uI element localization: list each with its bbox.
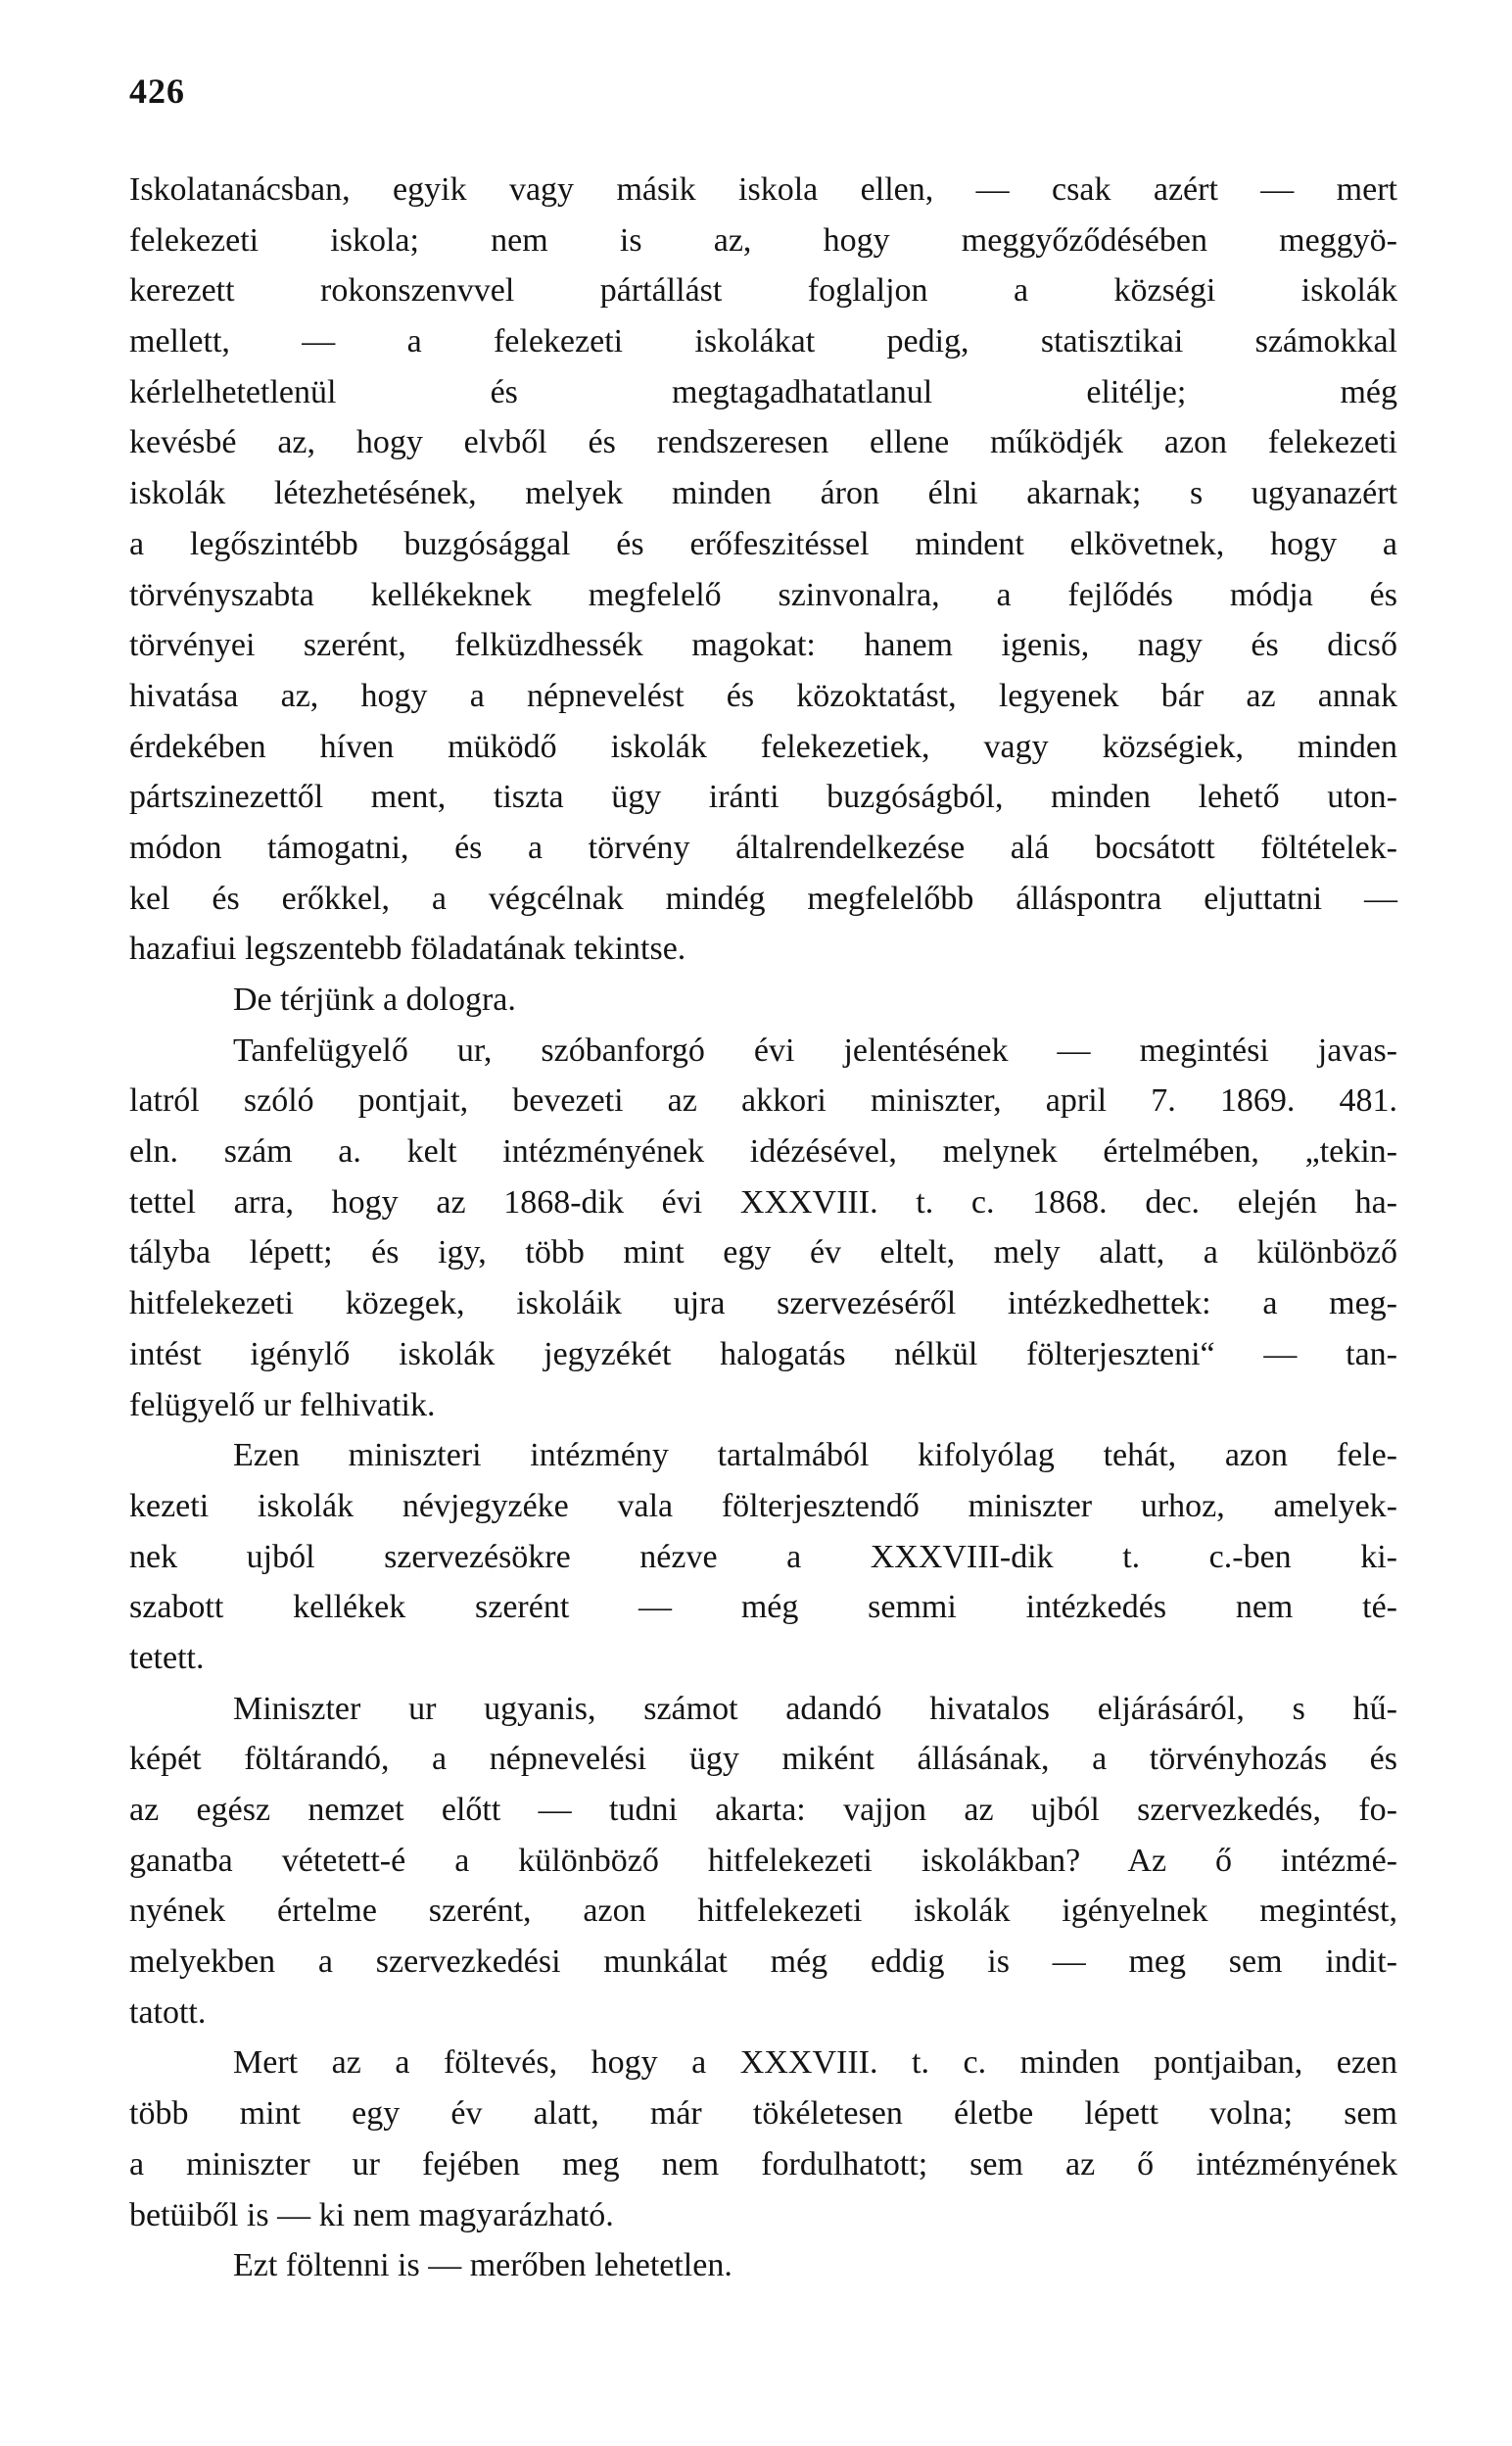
text-line: betüiből is — ki nem magyarázható. [129,2196,614,2233]
text-line: Ezen miniszteri intézmény tartalmából kifolyólag tehát, azon fele- [233,1437,1397,1474]
text-line: melyekben a szervezkedési munkálat még eddig is — meg sem indit- [129,1943,1397,1981]
text-line: hitfelekezeti közegek, iskoláik ujra szervezéséről intézkedhettek: a meg- [129,1285,1397,1322]
text-line: pártszinezettől ment, tiszta ügy iránti buzgóságból, minden lehető uton- [129,779,1397,816]
text-line: Tanfelügyelő ur, szóbanforgó évi jelentésének — megintési javas- [233,1031,1397,1069]
text-line: ganatba vétetett-é a különböző hitfelekezeti iskolákban? Az ő intézmé- [129,1842,1397,1879]
text-line: Ezt föltenni is — merőben lehetetlen. [233,2247,732,2284]
text-line: felekezeti iskola; nem is az, hogy meggyőződésében meggyö- [129,221,1397,259]
text-line: kérlelhetetlenül és megtagadhatatlanul elitélje; még [129,373,1397,410]
text-line: törvényszabta kellékeknek megfelelő szinvonalra, a fejlődés módja és [129,576,1397,613]
text-line: több mint egy év alatt, már tökéletesen életbe lépett volna; sem [129,2095,1397,2133]
text-line: a miniszter ur fejében meg nem fordulhatott; sem az ő intézményének [129,2145,1397,2182]
text-line: intést igénylő iskolák jegyzékét halogatás nélkül fölterjeszteni“ — tan- [129,1335,1397,1372]
text-line: tettel arra, hogy az 1868-dik évi XXXVIII. t. c. 1868. dec. elején ha- [129,1183,1397,1221]
body-text [129,165,1397,2291]
text-line: tatott. [129,1993,207,2031]
text-line: eln. szám a. kelt intézményének idézésével, melynek értelmében, „tekin- [129,1133,1397,1171]
text-line: hivatása az, hogy a népnevelést és közoktatást, legyenek bár az annak [129,677,1397,714]
text-line: nek ujból szervezésökre nézve a XXXVIII-dik t. c.-ben ki- [129,1538,1397,1575]
text-line: Iskolatanácsban, egyik vagy másik iskola ellen, — csak azért — mert [129,171,1397,208]
text-line: De térjünk a dologra. [233,982,516,1018]
text-line: Miniszter ur ugyanis, számot adandó hivatalos eljárásáról, s hű- [233,1690,1397,1727]
text-line: kerezett rokonszenvvel pártállást foglaljon a községi iskolák [129,272,1397,310]
page-number: 426 [129,72,185,111]
text-line: törvényei szerént, felküzdhessék magokat: hanem igenis, nagy és dicső [129,627,1397,664]
text-line: latról szóló pontjait, bevezeti az akkori miniszter, april 7. 1869. 481. [129,1082,1397,1120]
text-line: iskolák létezhetésének, melyek minden áron élni akarnak; s ugyanazért [129,475,1397,512]
text-line: képét föltárandó, a népnevelési ügy miként állásának, a törvényhozás és [129,1741,1397,1778]
text-line: kevésbé az, hogy elvből és rendszeresen ellene működjék azon felekezeti [129,424,1397,461]
text-line: szabott kellékek szerént — még semmi intézkedés nem té- [129,1589,1397,1626]
text-line: érdekében híven müködő iskolák felekezetiek, vagy községiek, minden [129,728,1397,765]
text-line: Mert az a föltevés, hogy a XXXVIII. t. c. minden pontjaiban, ezen [233,2044,1397,2082]
text-line: hazafiui legszentebb föladatának tekintse. [129,931,686,968]
text-line: felügyelő ur felhivatik. [129,1386,436,1423]
text-line: módon támogatni, és a törvény általrendelkezése alá bocsátott föltételek- [129,829,1397,866]
text-line: nyének értelme szerént, azon hitfelekezeti iskolák igényelnek megintést, [129,1893,1397,1930]
text-line: tetett. [129,1639,205,1676]
text-line: kel és erőkkel, a végcélnak mindég megfelelőbb álláspontra eljuttatni — [129,880,1397,917]
text-line: tályba lépett; és igy, több mint egy év eltelt, mely alatt, a különböző [129,1234,1397,1271]
text-line: mellett, — a felekezeti iskolákat pedig, statisztikai számokkal [129,323,1397,360]
text-line: az egész nemzet előtt — tudni akarta: vajjon az ujból szervezkedés, fo- [129,1792,1397,1828]
text-line: kezeti iskolák névjegyzéke vala fölterjesztendő miniszter urhoz, amelyek- [129,1487,1397,1524]
text-line: a legőszintébb buzgósággal és erőfeszitéssel mindent elkövetnek, hogy a [129,525,1397,562]
